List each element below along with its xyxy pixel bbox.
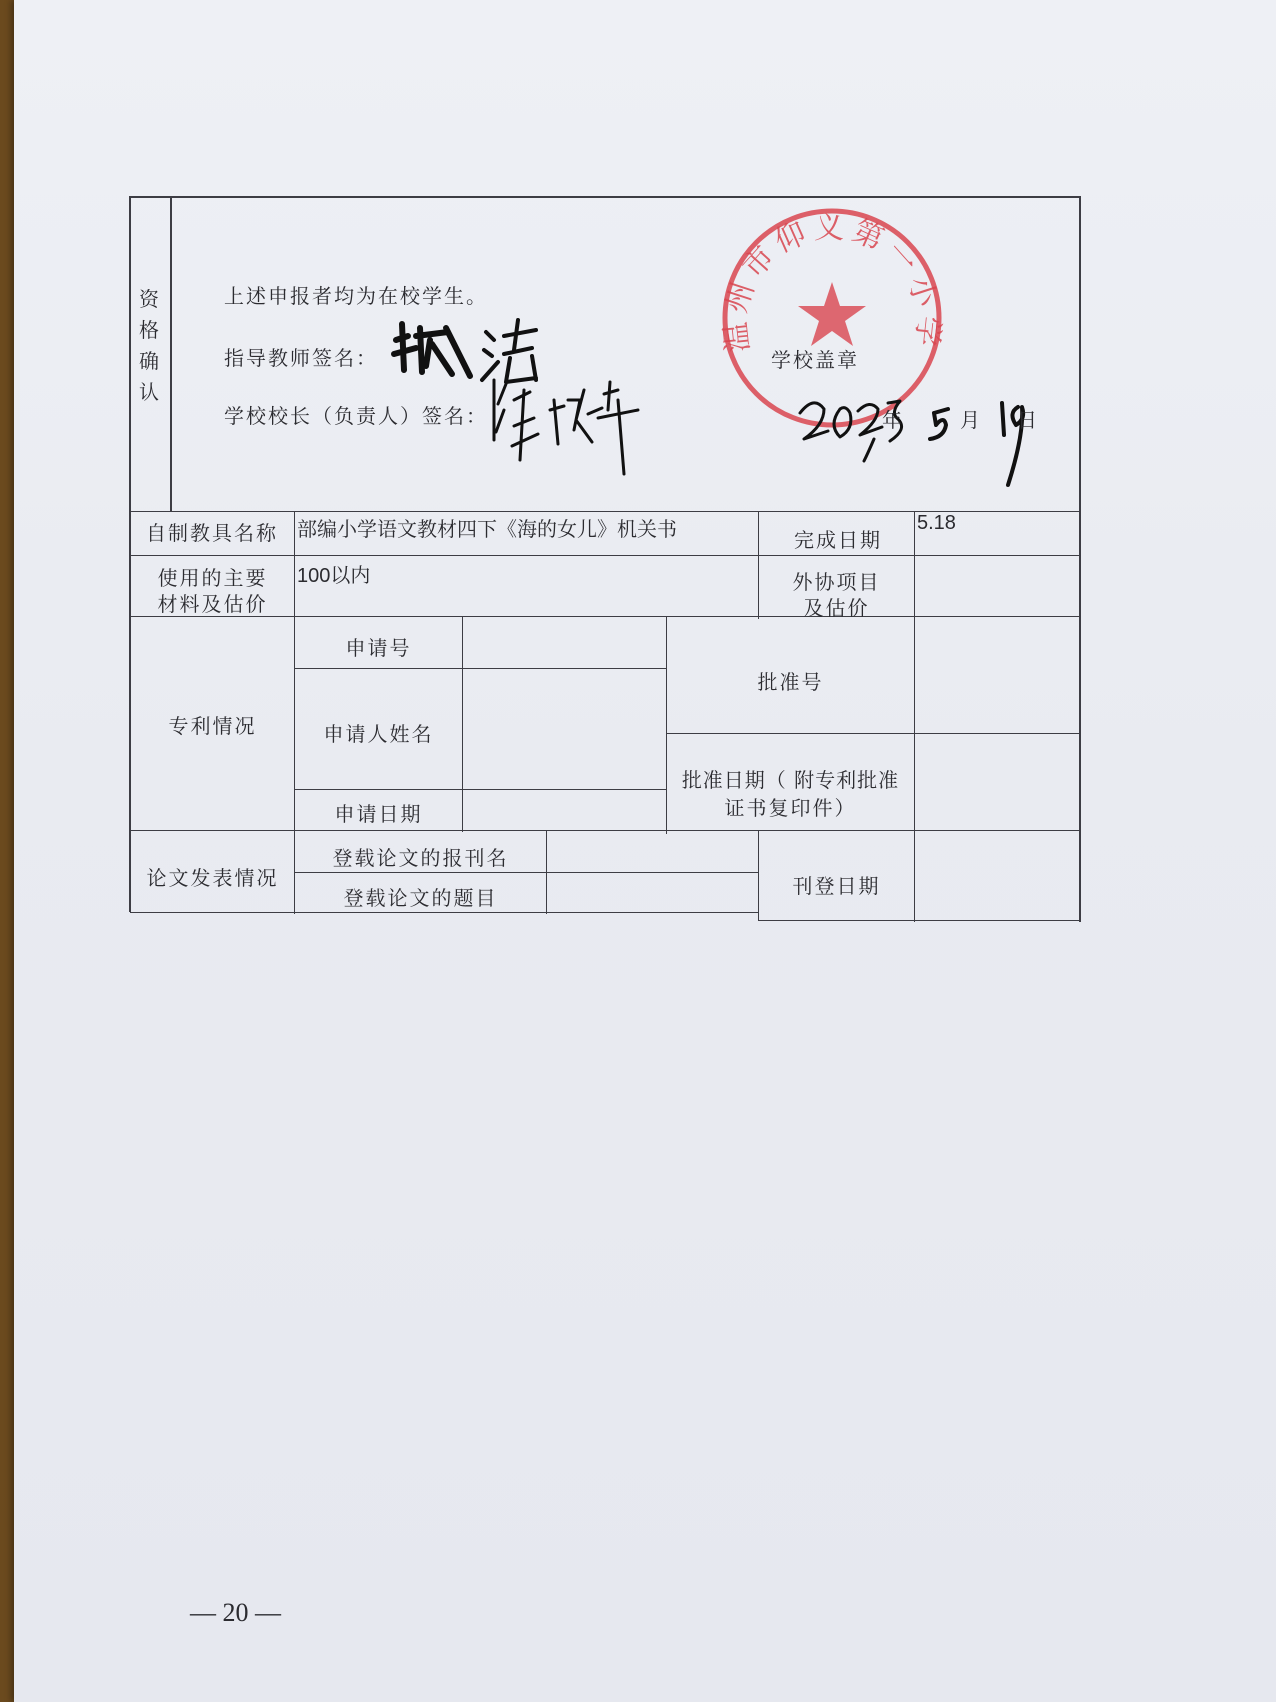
qualification-statement: 上述申报者均为在校学生。 <box>224 284 488 308</box>
row-line-2 <box>130 555 1081 556</box>
aid-name-label: 自制教具名称 <box>146 521 278 545</box>
aid-name-value: 部编小学语文教材四下《海的女儿》机关书 <box>297 517 677 541</box>
table-border-bottom-right <box>758 920 1080 921</box>
approval-date-label-line1: 批准日期（ 附专利批准 <box>681 768 900 792</box>
principal-sign-label: 学校校长（负责人）签名： <box>224 404 488 428</box>
paper-sheet <box>14 0 1276 1702</box>
stamp-label: 学校盖章 <box>771 348 859 372</box>
completion-date-label: 完成日期 <box>794 528 882 552</box>
date-handwritten <box>794 385 1044 495</box>
row-line <box>666 733 1080 734</box>
materials-label-line1: 使用的主要 <box>157 566 268 590</box>
page-number: — 20 — <box>190 1598 281 1627</box>
external-items-label-line2: 及估价 <box>803 596 870 620</box>
table-border-top <box>130 196 1081 198</box>
row-line-4 <box>130 830 1080 831</box>
application-no-label: 申请号 <box>345 636 412 660</box>
external-items-label-line1: 外协项目 <box>792 570 881 594</box>
date-month-label: 月 <box>960 408 980 432</box>
row-line <box>294 872 758 873</box>
date-day-label: 日 <box>1017 408 1037 432</box>
patent-label: 专利情况 <box>168 714 257 738</box>
table-border-bottom <box>130 912 758 913</box>
applicant-name-label: 申请人姓名 <box>323 722 434 746</box>
col-line <box>462 616 463 832</box>
col-line <box>914 511 915 922</box>
qual-divider <box>170 196 172 512</box>
materials-value: 100以内 <box>297 565 371 587</box>
approval-date-label-line2: 证书复印件） <box>724 796 857 820</box>
approval-no-label: 批准号 <box>757 670 824 694</box>
application-date-label: 申请日期 <box>334 802 423 826</box>
table-border-right <box>1079 196 1081 922</box>
stamp-text: 温州市仰义第一小学 <box>717 211 947 354</box>
completion-date-value: 5.18 <box>917 512 956 534</box>
paper-publication-label: 论文发表情况 <box>146 866 279 890</box>
publish-date-label: 刊登日期 <box>792 874 881 898</box>
paper-title-label: 登载论文的题目 <box>343 886 498 910</box>
materials-label-line2: 材料及估价 <box>157 592 268 616</box>
row-line <box>294 789 666 790</box>
table-border-left <box>129 196 131 912</box>
teacher-sign-label: 指导教师签名： <box>224 346 378 370</box>
date-year-label: 年 <box>882 408 902 432</box>
principal-signature <box>484 370 644 480</box>
row-line <box>294 668 666 669</box>
journal-name-label: 登载论文的报刊名 <box>332 846 509 870</box>
qualification-section-label: 资格确认 <box>139 287 159 404</box>
